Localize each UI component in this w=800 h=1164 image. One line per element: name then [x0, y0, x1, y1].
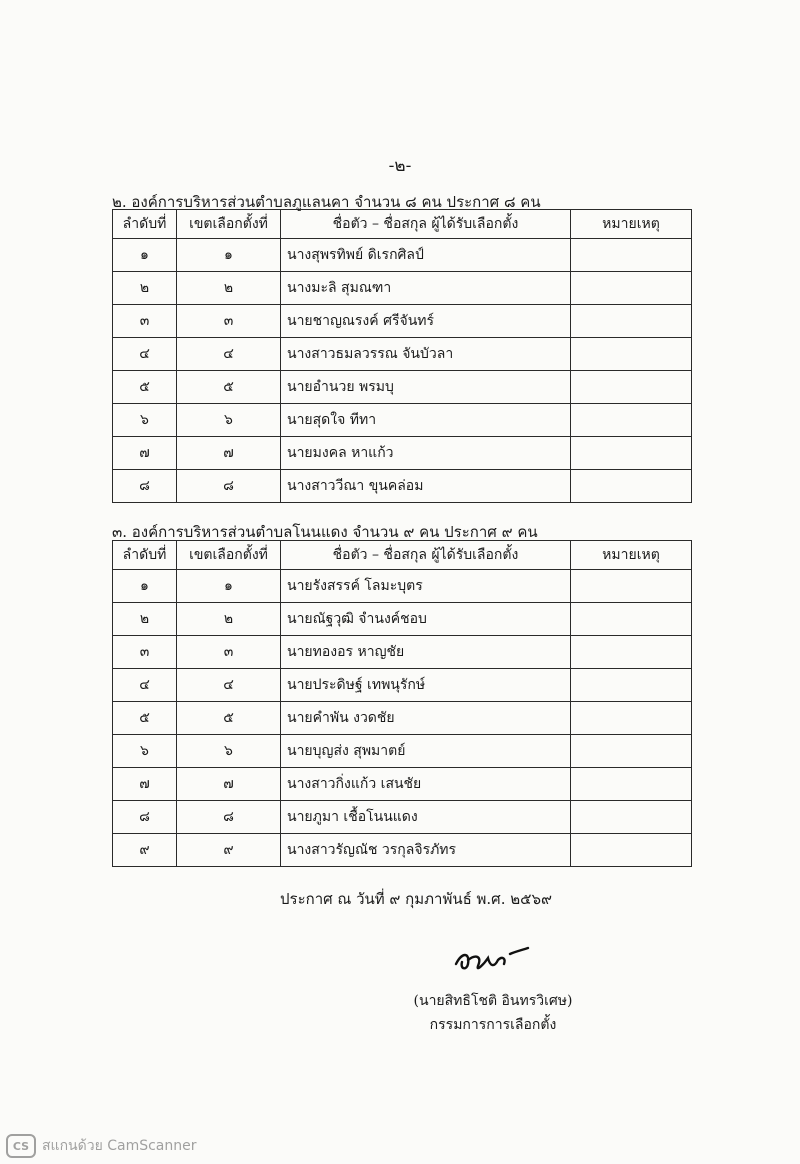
cell-order: ๕	[113, 371, 177, 404]
cell-district: ๔	[177, 669, 281, 702]
cell-name: นายรังสรรค์ โลมะบุตร	[281, 570, 571, 603]
header-order: ลำดับที่	[113, 210, 177, 239]
camscanner-watermark	[6, 1135, 197, 1157]
cell-name: นายอำนวย พรมบุ	[281, 371, 571, 404]
cell-name: นางสาวรัญณัช วรกุลจิรภัทร	[281, 834, 571, 867]
table-row	[113, 669, 692, 702]
cell-remark	[571, 570, 692, 603]
cell-name: นางมะลิ สุมณฑา	[281, 272, 571, 305]
cell-remark	[571, 470, 692, 503]
cell-remark	[571, 305, 692, 338]
table-row	[113, 735, 692, 768]
cell-order: ๗	[113, 768, 177, 801]
cell-order: ๔	[113, 669, 177, 702]
cell-name: นางสาวธมลวรรณ จันบัวลา	[281, 338, 571, 371]
table-row	[113, 338, 692, 371]
cell-order: ๘	[113, 801, 177, 834]
cell-remark	[571, 636, 692, 669]
header-remark: หมายเหตุ	[571, 210, 692, 239]
cell-name: นางสุพรทิพย์ ดิเรกศิลป์	[281, 239, 571, 272]
cell-order: ๑	[113, 570, 177, 603]
cell-district: ๒	[177, 603, 281, 636]
header-order: ลำดับที่	[113, 541, 177, 570]
signature-image	[452, 944, 532, 978]
header-remark: หมายเหตุ	[571, 541, 692, 570]
cell-district: ๒	[177, 272, 281, 305]
cell-order: ๕	[113, 702, 177, 735]
table-row	[113, 239, 692, 272]
cell-district: ๖	[177, 404, 281, 437]
cell-remark	[571, 735, 692, 768]
table-row	[113, 603, 692, 636]
cell-remark	[571, 702, 692, 735]
camscanner-logo-icon: CS	[6, 1134, 36, 1158]
table-row	[113, 437, 692, 470]
signer-name: (นายสิทธิโชติ อินทรวิเศษ)	[413, 993, 573, 1009]
cell-remark	[571, 338, 692, 371]
cell-remark	[571, 669, 692, 702]
cell-order: ๓	[113, 305, 177, 338]
cell-remark	[571, 603, 692, 636]
cell-district: ๕	[177, 371, 281, 404]
cell-remark	[571, 404, 692, 437]
cell-remark	[571, 834, 692, 867]
section-2-table	[112, 209, 692, 503]
cell-order: ๔	[113, 338, 177, 371]
cell-district: ๙	[177, 834, 281, 867]
cell-name: นายบุญส่ง สุพมาตย์	[281, 735, 571, 768]
table-row	[113, 272, 692, 305]
table-header-row	[113, 210, 692, 239]
watermark-text: สแกนด้วย CamScanner	[42, 1138, 197, 1154]
cell-order: ๒	[113, 272, 177, 305]
cell-order: ๘	[113, 470, 177, 503]
cell-name: นายทองอร หาญชัย	[281, 636, 571, 669]
cell-district: ๘	[177, 801, 281, 834]
cell-district: ๔	[177, 338, 281, 371]
cell-remark	[571, 768, 692, 801]
table-row	[113, 768, 692, 801]
cell-order: ๒	[113, 603, 177, 636]
section-2-title: ๒. องค์การบริหารส่วนตำบลภูแลนคา จำนวน ๘ คน ประกาศ ๘ คน	[112, 193, 541, 211]
cell-name: นางสาวกิ่งแก้ว เสนชัย	[281, 768, 571, 801]
cell-name: นายมงคล หาแก้ว	[281, 437, 571, 470]
cell-remark	[571, 239, 692, 272]
cell-remark	[571, 272, 692, 305]
table-header-row	[113, 541, 692, 570]
header-district: เขตเลือกตั้งที่	[177, 210, 281, 239]
table-row	[113, 470, 692, 503]
cell-order: ๑	[113, 239, 177, 272]
table-row	[113, 636, 692, 669]
cell-district: ๗	[177, 437, 281, 470]
table-row	[113, 801, 692, 834]
cell-name: นายประดิษฐ์ เทพนุรักษ์	[281, 669, 571, 702]
section-3-table	[112, 540, 692, 867]
cell-district: ๗	[177, 768, 281, 801]
cell-name: นายชาญณรงค์ ศรีจันทร์	[281, 305, 571, 338]
cell-district: ๑	[177, 570, 281, 603]
section-2-rows	[113, 239, 692, 503]
cell-district: ๑	[177, 239, 281, 272]
table-row	[113, 570, 692, 603]
header-district: เขตเลือกตั้งที่	[177, 541, 281, 570]
cell-remark	[571, 437, 692, 470]
section-3-rows	[113, 570, 692, 867]
page-number: -๒-	[388, 156, 412, 176]
signer-position: กรรมการการเลือกตั้ง	[429, 1017, 557, 1033]
cell-order: ๙	[113, 834, 177, 867]
table-row	[113, 834, 692, 867]
table-row	[113, 404, 692, 437]
cell-remark	[571, 801, 692, 834]
table-row	[113, 371, 692, 404]
section-3-title: ๓. องค์การบริหารส่วนตำบลโนนแดง จำนวน ๙ คน ประกาศ ๙ คน	[112, 523, 538, 541]
cell-district: ๓	[177, 636, 281, 669]
cell-name: นางสาววีณา ขุนคล่อม	[281, 470, 571, 503]
cell-district: ๖	[177, 735, 281, 768]
cell-district: ๓	[177, 305, 281, 338]
cell-name: นายณัฐวุฒิ จำนงค์ชอบ	[281, 603, 571, 636]
announcement-date: ประกาศ ณ วันที่ ๙ กุมภาพันธ์ พ.ศ. ๒๕๖๙	[279, 890, 552, 908]
cell-district: ๕	[177, 702, 281, 735]
table-row	[113, 702, 692, 735]
cell-remark	[571, 371, 692, 404]
cell-order: ๖	[113, 404, 177, 437]
header-name: ชื่อตัว – ชื่อสกุล ผู้ได้รับเลือกตั้ง	[281, 210, 571, 239]
header-name: ชื่อตัว – ชื่อสกุล ผู้ได้รับเลือกตั้ง	[281, 541, 571, 570]
cell-name: นายสุดใจ ทีทา	[281, 404, 571, 437]
cell-order: ๖	[113, 735, 177, 768]
cell-district: ๘	[177, 470, 281, 503]
cell-order: ๗	[113, 437, 177, 470]
cell-name: นายคำพัน งวดชัย	[281, 702, 571, 735]
table-row	[113, 305, 692, 338]
cell-name: นายภูมา เชื้อโนนแดง	[281, 801, 571, 834]
cell-order: ๓	[113, 636, 177, 669]
